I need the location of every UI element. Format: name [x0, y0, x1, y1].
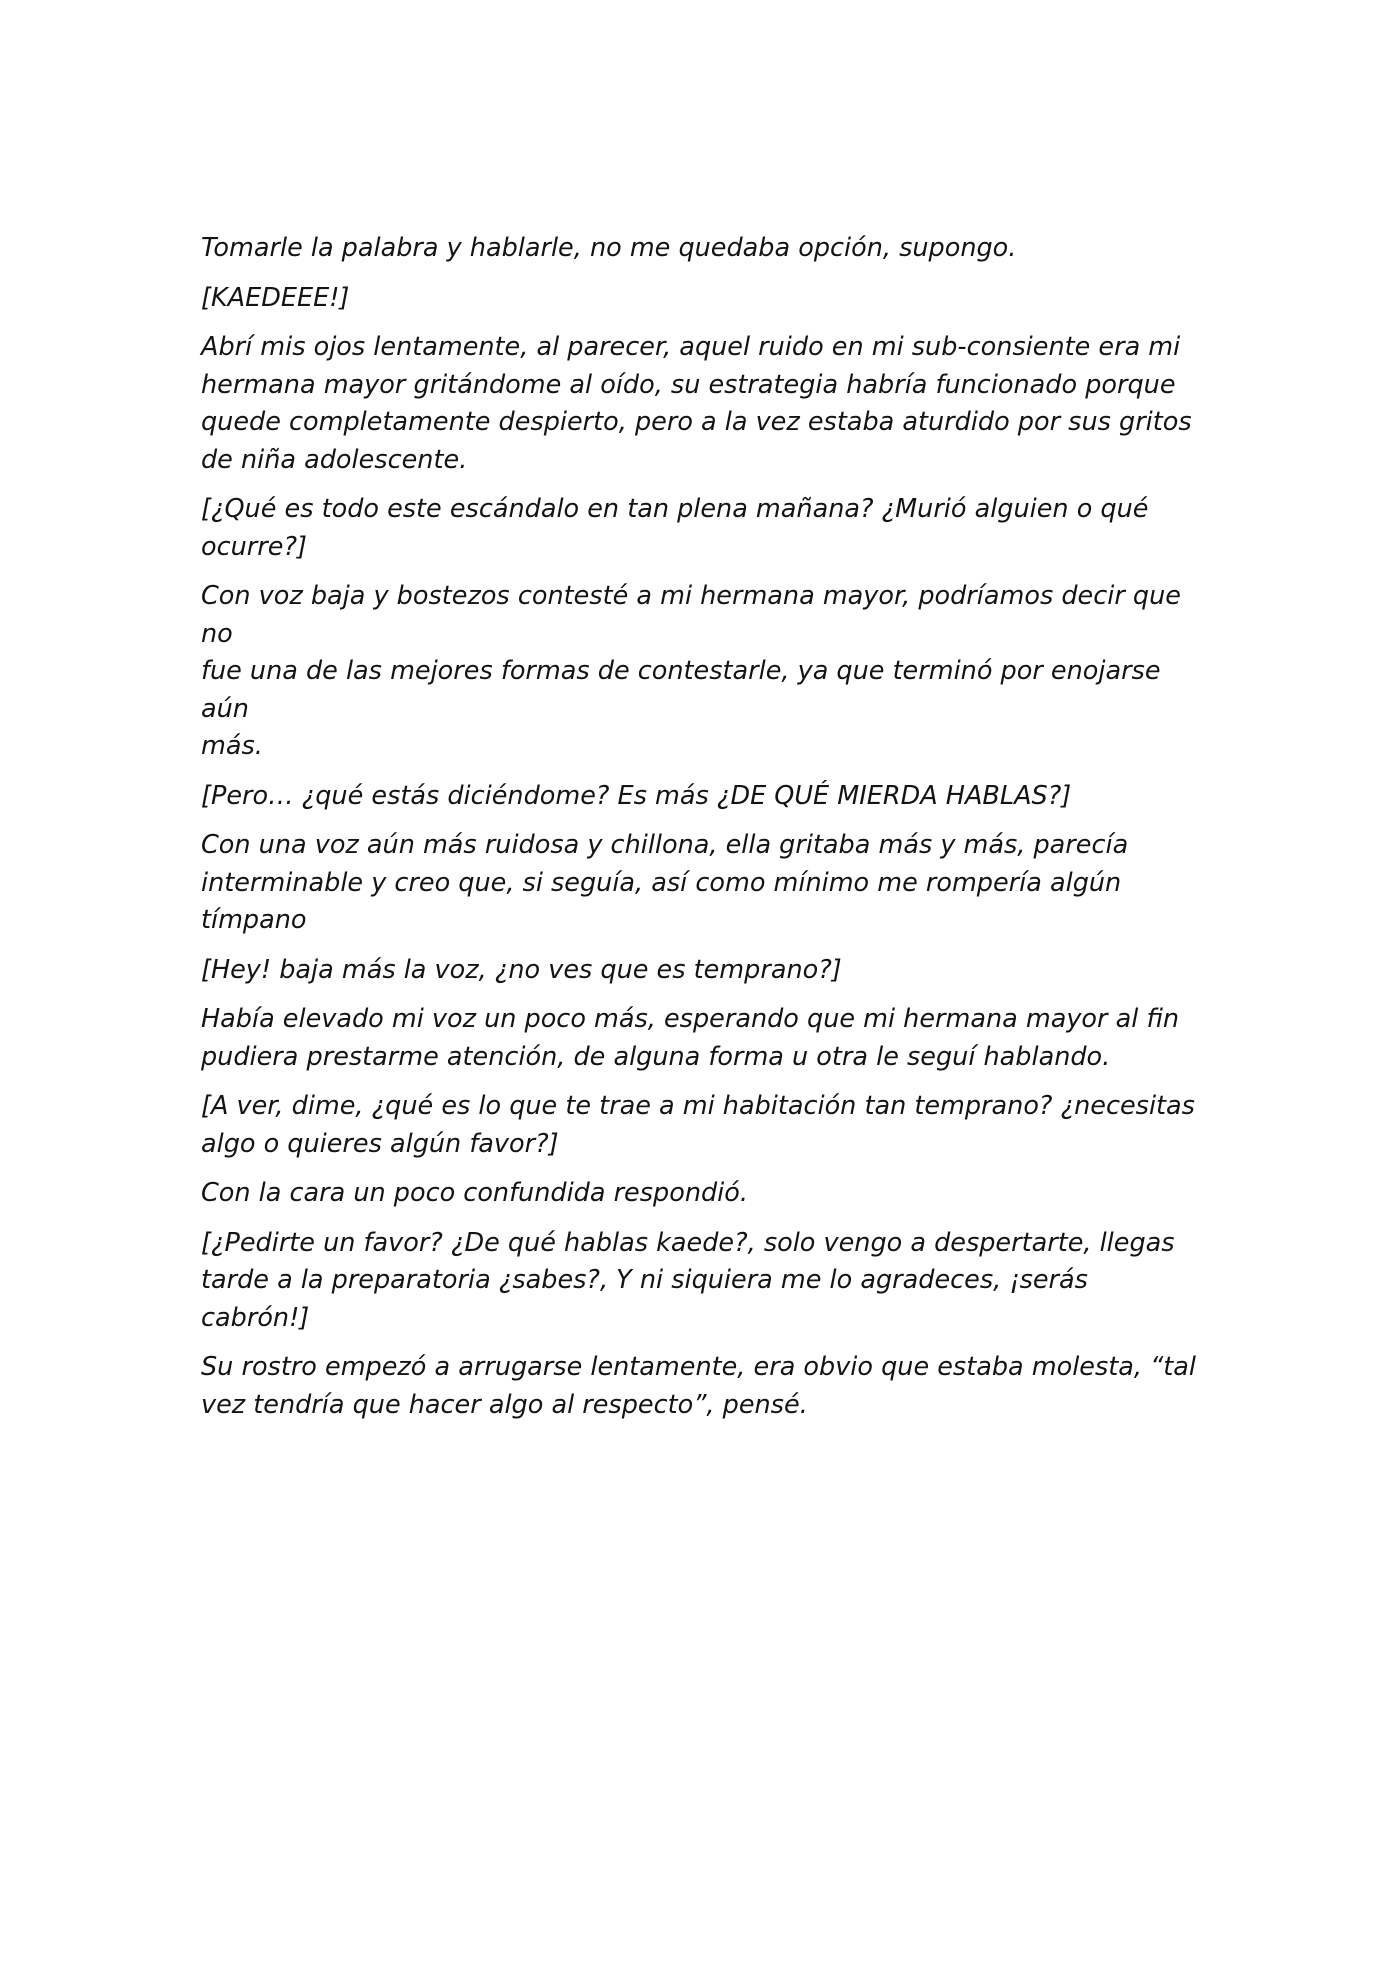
paragraph: [¿Pedirte un favor? ¿De qué hablas kaede?, solo vengo a despertarte, llegas tarde a la preparatoria ¿sabes?, Y ni siquiera me lo agradeces, ¡serás cabrón!]	[201, 1227, 1175, 1333]
paragraph: Con la cara un poco confundida respondió.	[201, 1178, 748, 1208]
document-body	[201, 230, 1201, 1436]
paragraph: [A ver, dime, ¿qué es lo que te trae a mi habitación tan temprano? ¿necesitas algo o quieres algún favor?]	[201, 1091, 1195, 1159]
paragraph: Abrí mis ojos lentamente, al parecer, aquel ruido en mi sub-consiente era mi hermana mayor gritándome al oído, su estrategia habría funcionado porque quede completamente despierto, pero a la vez estaba aturdido por sus gritos de niña adolescente.	[201, 332, 1192, 475]
paragraph: Con una voz aún más ruidosa y chillona, ella gritaba más y más, parecía interminable y creo que, si seguía, así como mínimo me rompería algún tímpano	[201, 830, 1129, 935]
paragraph: [Pero… ¿qué estás diciéndome? Es más ¿DE QUÉ MIERDA HABLAS?]	[201, 780, 1072, 811]
paragraph: Había elevado mi voz un poco más, esperando que mi hermana mayor al fin pudiera prestarme atención, de alguna forma u otra le seguí hablando.	[201, 1004, 1180, 1072]
paragraph: [KAEDEEE!]	[201, 282, 350, 313]
paragraph: Con voz baja y bostezos contesté a mi hermana mayor, podríamos decir que no fue una de las mejores formas de contestarle, ya que terminó por enojarse aún más.	[201, 581, 1181, 761]
paragraph: Tomarle la palabra y hablarle, no me quedaba opción, supongo.	[201, 233, 1017, 263]
paragraph: [Hey! baja más la voz, ¿no ves que es temprano?]	[201, 954, 842, 985]
paragraph: Su rostro empezó a arrugarse lentamente, era obvio que estaba molesta, “tal vez tendría que hacer algo al respecto”, pensé.	[201, 1352, 1197, 1420]
paragraph: [¿Qué es todo este escándalo en tan plena mañana? ¿Murió alguien o qué ocurre?]	[201, 494, 1149, 562]
